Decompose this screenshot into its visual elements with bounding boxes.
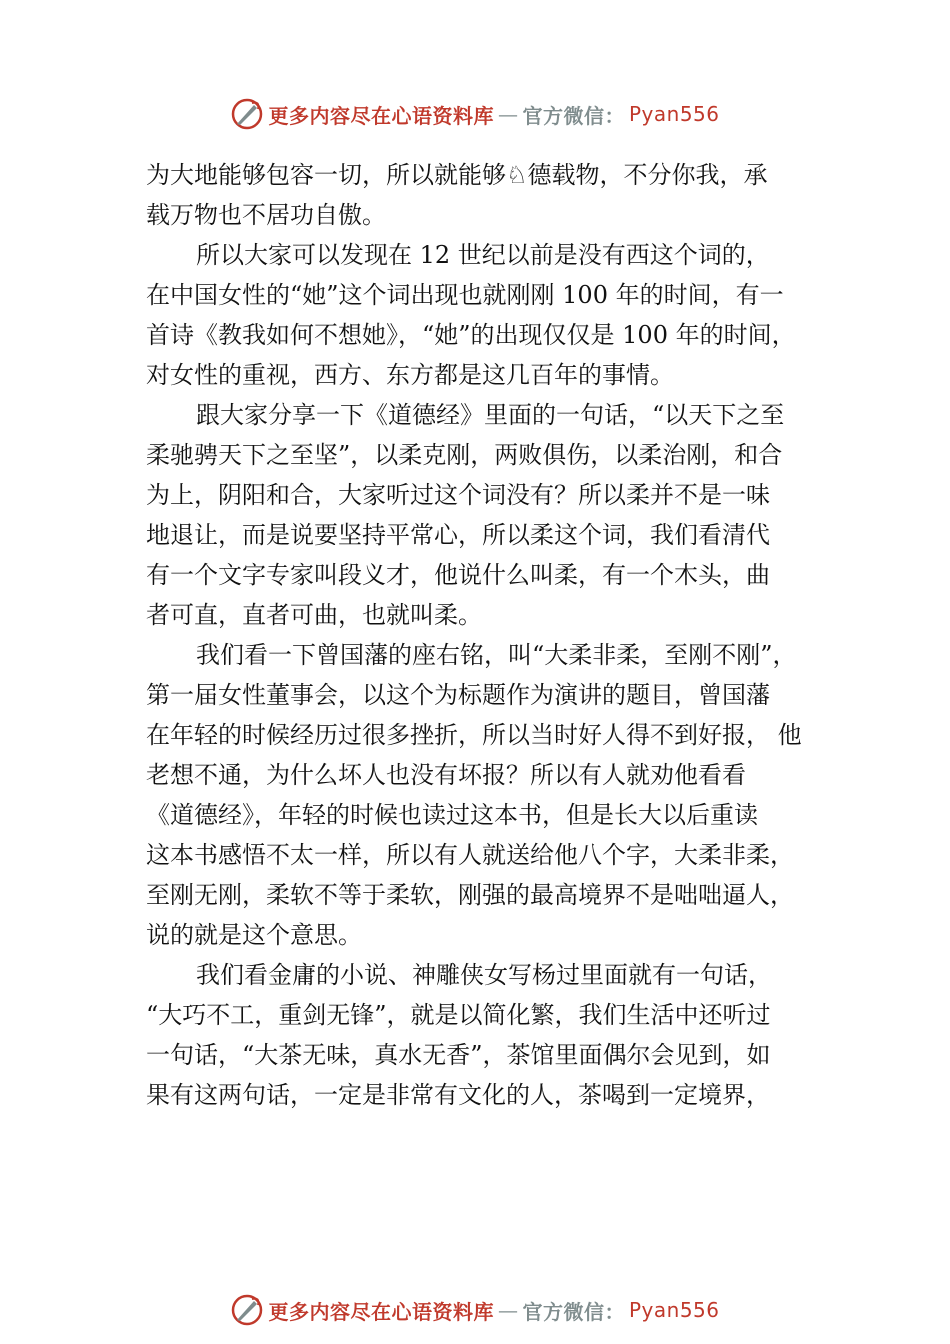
text-line: 为上，阴阳和合，大家听过这个词没有？所以柔并不是一味: [146, 481, 770, 509]
footer-banner: [0, 1290, 950, 1330]
text-line: 说的就是这个意思。: [146, 921, 362, 949]
text-line: 这本书感悟不太一样，所以有人就送给他八个字，大柔非柔，: [146, 841, 794, 869]
text-line: 所以大家可以发现在 12 世纪以前是没有西这个词的，: [196, 241, 770, 269]
quill-logo-icon: [230, 97, 264, 131]
header-wechat-label: 官方微信：: [522, 103, 625, 128]
text-line: 老想不通，为什么坏人也没有坏报？所以有人就劝他看看: [146, 761, 746, 789]
text-line: 者可直，直者可曲，也就叫柔。: [146, 601, 482, 629]
footer-wechat-id: Pyan556: [628, 1298, 720, 1322]
quill-logo-icon: [230, 1293, 264, 1327]
text-line: 我们看一下曾国藩的座右铭，叫“大柔非柔，至刚不刚”，: [196, 641, 797, 669]
text-line: 对女性的重视，西方、东方都是这几百年的事情。: [146, 361, 674, 389]
text-line: 至刚无刚，柔软不等于柔软，刚强的最高境界不是咄咄逼人，: [146, 881, 794, 909]
header-banner: [0, 94, 950, 134]
text-line: 有一个文字专家叫段义才，他说什么叫柔，有一个木头，曲: [146, 561, 770, 589]
text-line: 《道德经》，年轻的时候也读过这本书，但是长大以后重读: [146, 801, 758, 829]
text-line: 载万物也不居功自傲。: [146, 201, 386, 229]
text-line: 跟大家分享一下《道德经》里面的一句话，“以天下之至: [196, 401, 785, 429]
text-line: 一句话，“大茶无味，真水无香”，茶馆里面偶尔会见到，如: [146, 1041, 771, 1069]
text-line: 柔驰骋天下之至坚”，以柔克刚，两败俱伤，以柔治刚，和合: [146, 441, 783, 469]
footer-separator: —: [497, 1298, 519, 1322]
text-line: 为大地能够包容一切，所以就能够♘德载物，不分你我，承: [146, 161, 768, 189]
footer-wechat-label: 官方微信：: [522, 1299, 625, 1324]
footer-site-name: 更多内容尽在心语资料库: [268, 1299, 494, 1324]
text-line: 第一届女性董事会，以这个为标题作为演讲的题目，曾国藩: [146, 681, 770, 709]
header-wechat-id: Pyan556: [628, 102, 720, 126]
header-separator: —: [497, 102, 519, 126]
text-line: 在中国女性的“她”这个词出现也就刚刚 100 年的时间，有一: [146, 281, 784, 309]
document-body: [146, 155, 822, 1115]
text-line: 在年轻的时候经历过很多挫折，所以当时好人得不到好报， 他: [146, 721, 802, 749]
header-site-name: 更多内容尽在心语资料库: [268, 103, 494, 128]
text-line: 我们看金庸的小说、神雕侠女写杨过里面就有一句话，: [196, 961, 772, 989]
text-line: 首诗《教我如何不想她》，“她”的出现仅仅是 100 年的时间，: [146, 321, 796, 349]
text-line: 果有这两句话，一定是非常有文化的人，茶喝到一定境界，: [146, 1081, 770, 1109]
text-line: 地退让，而是说要坚持平常心，所以柔这个词，我们看清代: [146, 521, 770, 549]
text-line: “大巧不工，重剑无锋”，就是以简化繁，我们生活中还听过: [146, 1001, 771, 1029]
